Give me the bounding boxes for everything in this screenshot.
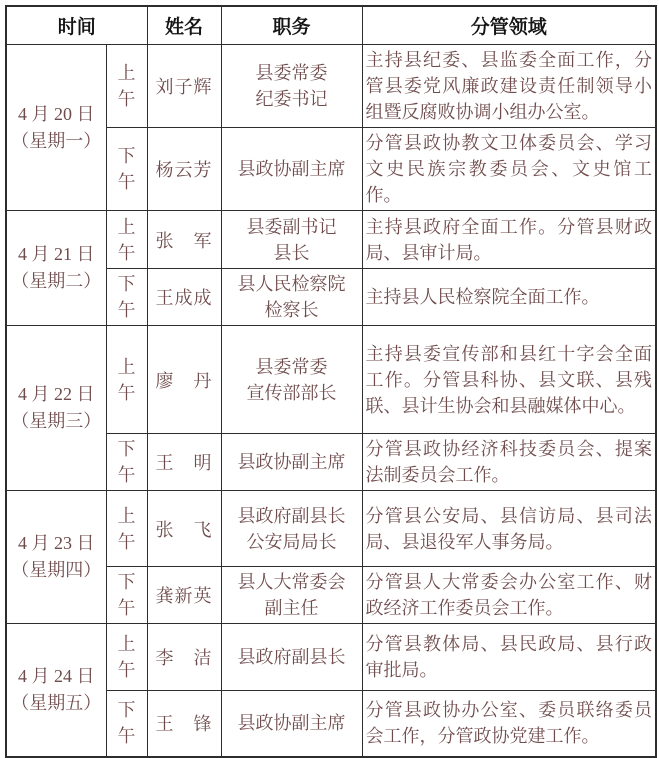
position-line: 县政协副主席 bbox=[237, 452, 346, 472]
table-row bbox=[6, 45, 656, 128]
position-line: 县政协副主席 bbox=[237, 713, 346, 734]
ampm-text: 下午 bbox=[117, 146, 136, 192]
duty-text: 分管县政协办公室、委员联络委员会工作，分管政协党建工作。 bbox=[365, 700, 653, 747]
ampm-cell bbox=[106, 567, 147, 624]
ampm-cell bbox=[106, 326, 147, 434]
ampm-cell bbox=[106, 211, 147, 269]
header-duty: 分管领域 bbox=[362, 6, 656, 45]
ampm-text: 下午 bbox=[117, 439, 136, 485]
position-line: 县委常委 bbox=[255, 63, 328, 83]
duty-text: 主持县纪委、县监委全面工作，分管县委党风廉政建设责任制领导小组暨反腐败协调小组办公室。 bbox=[365, 50, 653, 122]
ampm-text: 上午 bbox=[117, 63, 136, 109]
name-cell bbox=[147, 269, 221, 326]
position-cell bbox=[221, 45, 362, 128]
duty-cell bbox=[362, 434, 656, 491]
ampm-cell bbox=[106, 269, 147, 326]
table-row bbox=[6, 326, 656, 434]
position-line: 县人大常委会 bbox=[237, 572, 346, 592]
ampm-text: 下午 bbox=[117, 700, 136, 747]
duty-cell bbox=[362, 269, 656, 326]
name-cell bbox=[147, 45, 221, 128]
duty-cell bbox=[362, 45, 656, 128]
ampm-cell bbox=[106, 434, 147, 491]
position-line: 县政府副县长 bbox=[237, 647, 346, 667]
position-line: 县人民检察院 bbox=[237, 274, 346, 294]
position-cell bbox=[221, 491, 362, 567]
position-line: 县政协副主席 bbox=[237, 159, 346, 179]
date-text: 4 月 23 日 bbox=[18, 533, 95, 553]
ampm-cell bbox=[106, 691, 147, 757]
position-line: 纪委书记 bbox=[255, 89, 328, 109]
position-cell bbox=[221, 128, 362, 211]
date-cell bbox=[6, 211, 106, 326]
duty-cell bbox=[362, 691, 656, 757]
name-text: 廖 丹 bbox=[155, 370, 213, 391]
position-line: 县政府副县长 bbox=[237, 505, 346, 526]
name-text: 王 锋 bbox=[155, 714, 213, 735]
name-cell bbox=[147, 491, 221, 567]
name-cell bbox=[147, 326, 221, 434]
duty-text: 主持县政府全面工作。分管县财政局、县审计局。 bbox=[365, 216, 653, 263]
weekday-text: （星期五） bbox=[11, 692, 102, 713]
name-text: 刘子辉 bbox=[155, 77, 213, 97]
name-text: 杨云芳 bbox=[155, 160, 213, 180]
position-cell bbox=[221, 691, 362, 757]
duty-cell bbox=[362, 326, 656, 434]
header-time: 时间 bbox=[6, 6, 147, 45]
position-line: 县委常委 bbox=[255, 356, 328, 377]
duty-text: 主持县人民检察院全面工作。 bbox=[365, 287, 600, 307]
duty-cell bbox=[362, 624, 656, 691]
name-text: 张 军 bbox=[155, 230, 213, 251]
duty-cell bbox=[362, 567, 656, 624]
position-cell bbox=[221, 269, 362, 326]
duty-text: 主持县委宣传部和县红十字会全面工作。分管县科协、县文联、县残联、县计生协会和县融媒体中心。 bbox=[365, 343, 653, 416]
duty-text: 分管县人大常委会办公室工作、财政经济工作委员会工作。 bbox=[365, 572, 653, 618]
ampm-text: 下午 bbox=[117, 572, 136, 618]
name-text: 李 洁 bbox=[155, 648, 213, 668]
position-cell bbox=[221, 211, 362, 269]
ampm-text: 上午 bbox=[117, 634, 136, 680]
position-line: 宣传部部长 bbox=[246, 382, 337, 403]
position-line: 公安局局长 bbox=[246, 531, 337, 552]
position-cell bbox=[221, 624, 362, 691]
date-text: 4 月 24 日 bbox=[18, 665, 95, 686]
date-text: 4 月 21 日 bbox=[18, 244, 95, 264]
table-row bbox=[6, 624, 656, 691]
weekday-text: （星期四） bbox=[11, 560, 102, 580]
date-cell bbox=[6, 624, 106, 757]
header-position: 职务 bbox=[221, 6, 362, 45]
name-cell bbox=[147, 567, 221, 624]
table-row bbox=[6, 211, 656, 269]
duty-text: 分管县政协经济科技委员会、提案法制委员会工作。 bbox=[365, 439, 653, 485]
weekday-text: （星期一） bbox=[11, 130, 102, 151]
date-text: 4 月 20 日 bbox=[18, 103, 95, 124]
name-cell bbox=[147, 128, 221, 211]
ampm-text: 下午 bbox=[117, 274, 136, 320]
duty-cell bbox=[362, 128, 656, 211]
date-text: 4 月 22 日 bbox=[18, 384, 95, 404]
duty-cell bbox=[362, 491, 656, 567]
date-cell bbox=[6, 45, 106, 211]
duty-text: 分管县政协教文卫体委员会、学习文史民族宗教委员会、文史馆工作。 bbox=[365, 133, 653, 205]
position-line: 检察长 bbox=[264, 300, 319, 320]
name-cell bbox=[147, 624, 221, 691]
weekday-text: （星期二） bbox=[11, 271, 102, 291]
name-cell bbox=[147, 691, 221, 757]
duty-cell bbox=[362, 211, 656, 269]
ampm-cell bbox=[106, 45, 147, 128]
date-cell bbox=[6, 491, 106, 624]
position-line: 副主任 bbox=[264, 598, 319, 618]
ampm-text: 上午 bbox=[117, 505, 136, 552]
ampm-cell bbox=[106, 624, 147, 691]
position-cell bbox=[221, 567, 362, 624]
name-text: 王成成 bbox=[155, 288, 213, 308]
name-cell bbox=[147, 434, 221, 491]
ampm-cell bbox=[106, 128, 147, 211]
position-cell bbox=[221, 326, 362, 434]
position-cell bbox=[221, 434, 362, 491]
schedule-table bbox=[5, 5, 657, 758]
position-line: 县委副书记 bbox=[246, 216, 337, 237]
duty-text: 分管县公安局、县信访局、县司法局、县退役军人事务局。 bbox=[365, 505, 653, 552]
ampm-cell bbox=[106, 491, 147, 567]
ampm-text: 上午 bbox=[117, 216, 136, 263]
name-text: 王 明 bbox=[155, 453, 213, 473]
name-text: 张 飞 bbox=[155, 519, 213, 540]
duty-text: 分管县教体局、县民政局、县行政审批局。 bbox=[365, 634, 653, 680]
weekday-text: （星期三） bbox=[11, 411, 102, 431]
header-row bbox=[6, 6, 656, 45]
date-cell bbox=[6, 326, 106, 491]
ampm-text: 上午 bbox=[117, 356, 136, 403]
header-name: 姓名 bbox=[147, 6, 221, 45]
position-line: 县长 bbox=[273, 242, 310, 263]
name-text: 龚新英 bbox=[155, 586, 213, 606]
name-cell bbox=[147, 211, 221, 269]
table-row bbox=[6, 491, 656, 567]
